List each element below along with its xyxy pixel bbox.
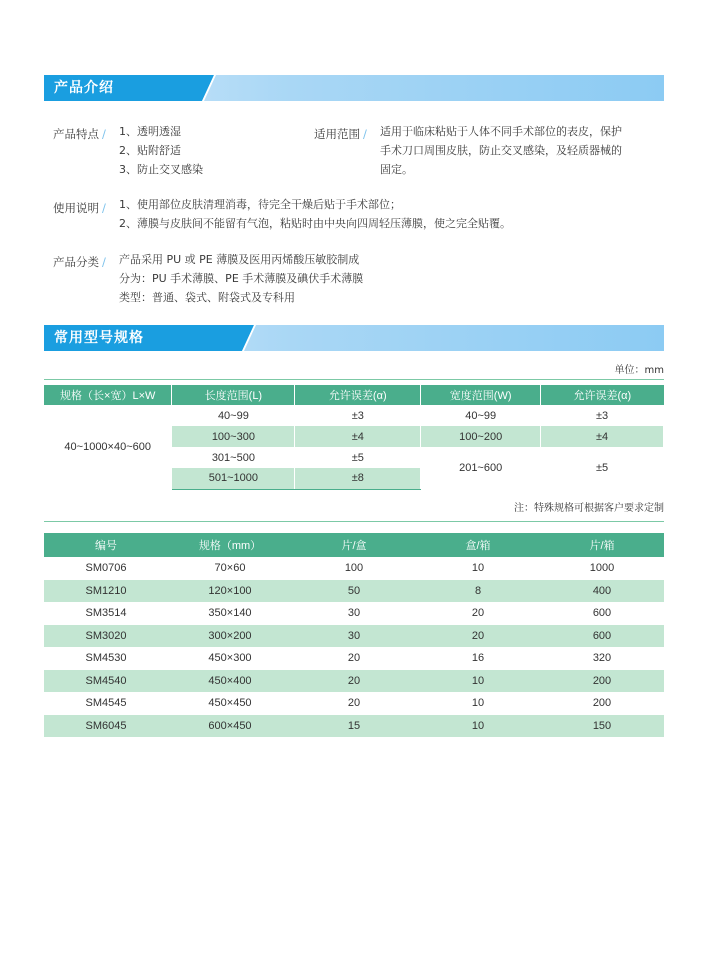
boxes-per-case: 8 [416,580,540,603]
pieces-per-box: 50 [292,580,416,603]
usage-label: 使用说明 / [53,201,106,215]
table-header: 片/盒 [292,533,416,557]
table-row [44,580,664,603]
section-banner-intro [44,75,664,101]
pieces-per-box: 30 [292,625,416,648]
length-range: 301~500 [172,447,295,468]
table-header: 允许误差(α) [541,385,664,405]
pieces-per-box: 100 [344,562,364,575]
table-row [44,405,664,426]
length-range: 40~99 [172,405,295,426]
usage-line: 1、使用部位皮肤清理消毒，待完全干燥后贴于手术部位； [119,198,401,211]
width-tol: ±3 [541,405,664,426]
scope-text [380,122,622,179]
feature-item: 3、防止交叉感染 [119,163,203,176]
table-row [44,715,664,738]
model-size: 450×300 [208,652,252,665]
table-header: 允许误差(α) [295,385,421,405]
feature-item: 2、贴附舒适 [119,144,181,157]
table-header: 编号 [44,533,168,557]
classification-text [119,250,363,307]
divider [44,521,664,522]
section-title: 产品介绍 [54,80,114,96]
model-code: SM3020 [44,625,168,648]
table-header-row [44,533,664,557]
features-list [119,122,203,179]
section-banner-specs [44,325,664,351]
boxes-per-case: 10 [471,562,485,575]
classification-label: 产品分类 / [53,255,106,269]
length-tol: ±5 [295,447,421,468]
model-code: SM6045 [44,715,168,738]
model-size: 120×100 [168,580,292,603]
features-label: 产品特点 / [53,127,106,141]
table-header: 片/箱 [540,533,664,557]
model-size: 300×200 [168,625,292,648]
boxes-per-case: 10 [416,715,540,738]
scope-line: 手术刀口周围皮肤，防止交叉感染，及轻质器械的 [380,144,622,157]
classification-line: 产品采用 PU 或 PE 薄膜及医用丙烯酸压敏胶制成 [119,253,360,266]
table-header: 规格（mm） [168,533,292,557]
boxes-per-case: 10 [471,697,485,710]
pieces-per-box: 20 [347,697,361,710]
pieces-per-box: 20 [347,652,361,665]
table-header-row [44,385,664,405]
pieces-per-case: 150 [540,715,664,738]
pieces-per-case: 320 [592,652,612,665]
pieces-per-case: 400 [540,580,664,603]
width-tol: ±5 [541,447,664,489]
model-size: 350×140 [208,607,252,620]
table-row [44,647,664,670]
classification-line: 类型：普通、袋式、附袋式及专科用 [119,291,295,304]
scope-line: 适用于临床粘贴于人体不同手术部位的表皮，保护 [380,125,622,138]
pieces-per-box: 15 [292,715,416,738]
model-code: SM3514 [85,607,127,620]
length-range: 100~300 [172,426,295,447]
section-title: 常用型号规格 [54,330,144,346]
model-code: SM1210 [44,580,168,603]
pieces-per-case: 200 [540,670,664,693]
usage-line: 2、薄膜与皮肤间不能留有气泡，粘贴时由中央向四周轻压薄膜，使之完全贴覆。 [119,217,511,230]
model-size: 450×400 [168,670,292,693]
pieces-per-box: 30 [347,607,361,620]
models-table [44,533,664,737]
model-size: 450×450 [208,697,252,710]
pieces-per-case: 600 [592,607,612,620]
table-row [44,602,664,625]
classification-line: 分为：PU 手术薄膜、PE 手术薄膜及碘伏手术薄膜 [119,272,364,285]
table-row [44,625,664,648]
table-header: 盒/箱 [416,533,540,557]
unit-label: 单位：mm [614,365,664,376]
boxes-per-case: 20 [416,625,540,648]
length-tol: ±8 [295,468,421,489]
width-range: 40~99 [421,405,541,426]
width-range: 201~600 [421,447,541,489]
table-row [44,557,664,580]
boxes-per-case: 20 [471,607,485,620]
table-header: 规格（长×宽）L×W [44,385,172,405]
pieces-per-case: 600 [540,625,664,648]
model-code: SM0706 [85,562,127,575]
pieces-per-case: 200 [592,697,612,710]
table-row [44,692,664,715]
pieces-per-box: 20 [292,670,416,693]
custom-note: 注：特殊规格可根据客户要求定制 [514,503,664,514]
spec-cell: 40~1000×40~600 [44,405,172,489]
model-code: SM4545 [85,697,127,710]
table-header: 宽度范围(W) [421,385,541,405]
length-tol: ±4 [295,426,421,447]
model-size: 600×450 [168,715,292,738]
feature-item: 1、透明透湿 [119,125,181,138]
length-range: 501~1000 [172,468,295,489]
scope-label: 适用范围 / [314,127,367,141]
boxes-per-case: 16 [471,652,485,665]
boxes-per-case: 10 [416,670,540,693]
model-code: SM4530 [85,652,127,665]
length-tol: ±3 [295,405,421,426]
table-header: 长度范围(L) [172,385,295,405]
pieces-per-case: 1000 [589,562,615,575]
model-size: 70×60 [214,562,246,575]
tolerance-table [44,385,664,490]
scope-line: 固定。 [380,163,413,176]
model-code: SM4540 [44,670,168,693]
table-row [44,670,664,693]
width-range: 100~200 [421,426,541,447]
width-tol: ±4 [541,426,664,447]
divider [44,379,664,380]
usage-text [119,195,511,233]
